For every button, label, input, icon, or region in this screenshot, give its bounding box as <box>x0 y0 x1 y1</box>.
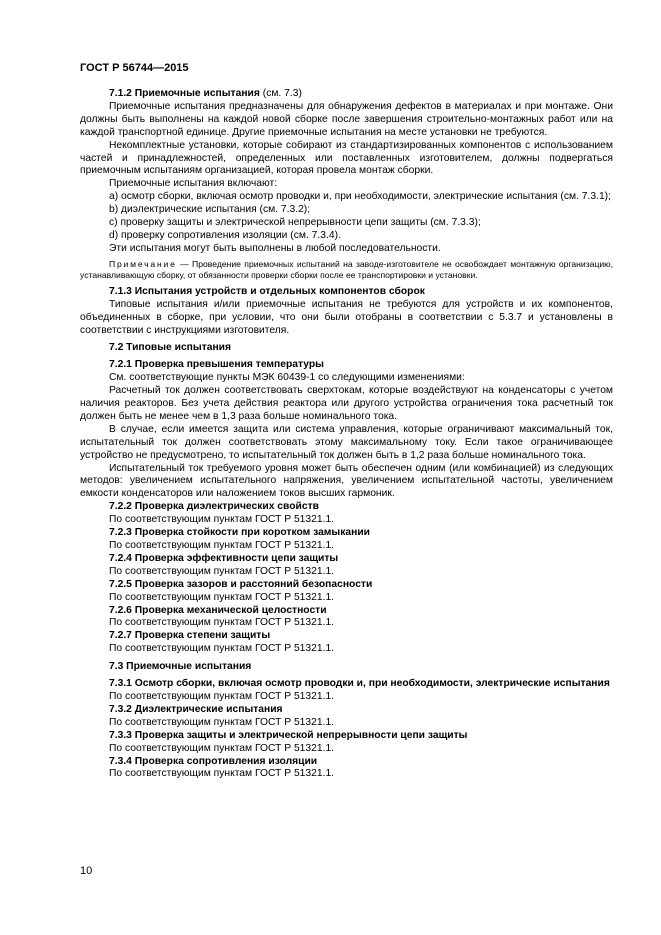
subsection-heading: 7.3.3 Проверка защиты и электрической непрерывности цепи защиты <box>109 729 468 741</box>
document-body <box>80 88 613 781</box>
section-title: Приемочные испытания <box>134 88 260 99</box>
subsection-heading: 7.2.6 Проверка механической целостности <box>109 604 327 616</box>
section-heading: 7.3 Приемочные испытания <box>109 661 252 673</box>
subsection-heading: 7.2.5 Проверка зазоров и расстояний безопасности <box>109 578 373 590</box>
note <box>80 259 613 281</box>
paragraph: Испытательный ток требуемого уровня может быть обеспечен одним (или комбинацией) из следующих методов: увеличением испытательного напряжения, увеличением испытательной частоты, увеличением емкости конденсаторов или наложением токов высших гармоник. <box>80 462 613 500</box>
section-number: 7.1.2 <box>109 88 132 99</box>
paragraph: В случае, если имеется защита или система управления, которые ограничивают максимальный ток, испытательный ток должен соответствовать этому максимальному току. Если такое ограничивающее устройство не предусмотрено, то испытательный ток должен быть в 1,2 раза больше номинального тока. <box>80 423 613 461</box>
paragraph: См. соответствующие пункты МЭК 60439-1 со следующими изменениями: <box>109 372 465 384</box>
section-heading: 7.1.3 Испытания устройств и отдельных компонентов сборок <box>109 285 425 297</box>
paragraph: Типовые испытания и/или приемочные испытания не требуются для устройств и их компонентов, объединенных в сборке, при условии, что они были отобраны в соответствии с 5.3.7 и установлены в соответствии с инструкциями изготовителя. <box>80 298 613 336</box>
paragraph: Расчетный ток должен соответствовать сверхтокам, которые воздействуют на конденсаторы с учетом наличия реакторов. Без учета действия реактора или другого устройства ограничения тока расчетный ток должен быть не менее чем в 1,3 раза больше номинального тока. <box>80 385 613 422</box>
paragraph: По соответствующим пунктам ГОСТ Р 51321.1. <box>109 690 335 702</box>
section-reference: (см. 7.3) <box>262 88 302 99</box>
section-7-1-2-heading <box>80 88 613 101</box>
note-text: — Проведение приемочных испытаний на заводе-изготовителе не освобождает монтажную организацию, устанавливающую сборку, от обязанности проверки сборки после ее транспортировки и установки. <box>80 258 613 280</box>
paragraph: Эти испытания могут быть выполнены в любой последовательности. <box>109 242 441 254</box>
subsection-heading: 7.3.2 Диэлектрические испытания <box>109 703 283 715</box>
list-item: а) осмотр сборки, включая осмотр проводки и, при необходимости, электрические испытания (см. 7.3.1); <box>109 191 611 203</box>
list-item: b) диэлектрические испытания (см. 7.3.2); <box>109 204 311 216</box>
paragraph: Приемочные испытания включают: <box>109 178 278 190</box>
subsection-heading: 7.2.1 Проверка превышения температуры <box>109 359 324 371</box>
subsection-heading: 7.2.2 Проверка диэлектрических свойств <box>109 501 319 513</box>
paragraph: По соответствующим пунктам ГОСТ Р 51321.1. <box>109 540 335 551</box>
subsection-heading: 7.2.4 Проверка эффективности цепи защиты <box>109 552 339 564</box>
paragraph: По соответствующим пунктам ГОСТ Р 51321.1. <box>109 514 335 526</box>
section-heading: 7.2 Типовые испытания <box>109 342 232 354</box>
page-number: 10 <box>80 865 93 877</box>
subsection-heading: 7.2.7 Проверка степени защиты <box>109 630 271 642</box>
list-item: с) проверку защиты и электрической непрерывности цепи защиты (см. 7.3.3); <box>109 217 481 229</box>
subsection-heading: 7.2.3 Проверка стойкости при коротком замыкании <box>109 527 370 539</box>
paragraph: По соответствующим пунктам ГОСТ Р 51321.1. <box>109 617 335 629</box>
paragraph: Некомплектные установки, которые собирают из стандартизированных компонентов с использованием частей и принадлежностей, определенных или поставленных изготовителем, должны подвергаться приемочным испытаниям организацией, которая провела монтаж сборки. <box>80 139 613 177</box>
list-item: d) проверку сопротивления изоляции (см. 7.3.4). <box>109 229 341 241</box>
note-label: Примечание <box>109 258 177 269</box>
paragraph: По соответствующим пунктам ГОСТ Р 51321.1. <box>109 591 335 603</box>
paragraph: По соответствующим пунктам ГОСТ Р 51321.1. <box>109 768 335 780</box>
paragraph: По соответствующим пунктам ГОСТ Р 51321.1. <box>109 742 335 754</box>
subsection-heading: 7.3.4 Проверка сопротивления изоляции <box>109 755 318 767</box>
paragraph: По соответствующим пунктам ГОСТ Р 51321.1. <box>109 643 335 655</box>
subsection-heading: 7.3.1 Осмотр сборки, включая осмотр проводки и, при необходимости, электрические испытания <box>109 678 610 690</box>
paragraph: Приемочные испытания предназначены для обнаружения дефектов в материалах и при монтаже. Они должны быть выполнены на каждой новой сборке после завершения строительно-монтажных работ или на каждой транспортной единице. Другие приемочные испытания на месте установки не требуются. <box>80 100 613 138</box>
paragraph: По соответствующим пунктам ГОСТ Р 51321.1. <box>109 565 335 577</box>
paragraph: По соответствующим пунктам ГОСТ Р 51321.1. <box>109 716 335 728</box>
document-header: ГОСТ Р 56744—2015 <box>80 62 189 74</box>
